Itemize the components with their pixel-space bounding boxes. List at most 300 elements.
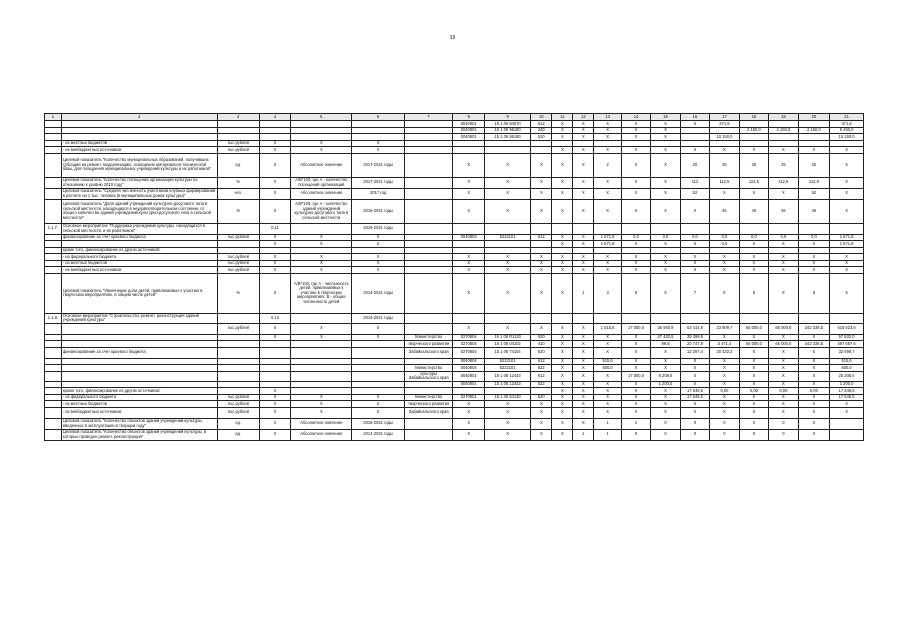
table-cell: X — [594, 254, 621, 261]
table-cell: X — [680, 407, 709, 418]
row-description-cell — [61, 371, 217, 381]
table-cell: 3 — [594, 273, 621, 313]
table-cell: X — [651, 394, 680, 401]
table-cell: X — [573, 347, 594, 358]
table-cell: 25 — [769, 153, 798, 177]
table-cell: 0270804 — [453, 341, 485, 348]
table-cell — [798, 223, 830, 234]
table-cell: Забайкальского края — [404, 407, 452, 418]
table-cell: чел. — [217, 188, 259, 199]
table-cell: X — [484, 254, 530, 261]
table-cell: X — [594, 347, 621, 358]
table-row — [45, 177, 864, 188]
table-cell: 1 200,0 — [830, 381, 864, 388]
table-cell: X — [680, 358, 709, 365]
table-cell: 0 — [739, 429, 768, 440]
table-cell: X — [552, 418, 573, 429]
table-cell: X — [651, 199, 680, 223]
table-cell: X — [621, 407, 650, 418]
table-cell: X — [739, 347, 768, 358]
table-row — [45, 188, 864, 199]
table-cell: А/В*100, где А - количество посещений организаций — [291, 177, 352, 188]
table-cell: X — [594, 121, 621, 128]
table-cell: X — [739, 407, 768, 418]
table-cell: 0040804 — [453, 365, 485, 372]
table-cell: 342 338,5 — [798, 323, 830, 334]
table-cell: 15 1 08 04102 — [484, 341, 530, 348]
table-cell: 0,0 — [769, 234, 798, 241]
table-cell: 0,0 — [710, 234, 739, 241]
table-cell: X — [651, 365, 680, 372]
table-cell — [621, 223, 650, 234]
table-cell: X — [621, 134, 650, 141]
table-cell: X — [352, 241, 405, 248]
table-cell — [739, 313, 768, 323]
table-cell: X — [453, 323, 485, 334]
table-cell — [291, 313, 352, 323]
table-row — [45, 371, 864, 381]
table-cell: X — [710, 381, 739, 388]
table-cell: 0,0 — [651, 234, 680, 241]
table-cell: X — [621, 127, 650, 134]
row-description-cell: кроме того, финансирование из других источников: — [61, 388, 217, 395]
table-cell: 0,12 — [259, 313, 291, 323]
table-cell — [710, 313, 739, 323]
header-cell: 3 — [217, 114, 259, 121]
table-cell: X — [680, 260, 709, 267]
header-cell: 17 — [710, 114, 739, 121]
table-cell: X — [352, 401, 405, 408]
table-cell: X — [573, 358, 594, 365]
table-cell: X — [531, 188, 552, 199]
table-cell — [404, 418, 452, 429]
table-cell: X — [830, 153, 864, 177]
table-cell: 112,5 — [710, 177, 739, 188]
table-cell — [453, 313, 485, 323]
table-cell — [594, 313, 621, 323]
table-cell: 15 1 08 12443 — [484, 381, 530, 388]
table-cell: 5222101 — [484, 365, 530, 372]
table-cell: X — [710, 267, 739, 274]
table-cell: X — [769, 381, 798, 388]
table-cell: 9 — [798, 273, 830, 313]
header-cell: 5 — [291, 114, 352, 121]
table-cell: 112,5 — [798, 177, 830, 188]
table-cell: X — [453, 429, 485, 440]
header-cell: 10 — [531, 114, 552, 121]
table-cell: 0,00 — [739, 388, 768, 395]
table-cell: 1 671,8 — [830, 234, 864, 241]
table-cell: 25 208,6 — [830, 371, 864, 381]
table-cell: X — [621, 381, 650, 388]
table-cell — [484, 313, 530, 323]
table-cell: 2018-2021 годы — [352, 223, 405, 234]
table-cell: 0,00 — [798, 388, 830, 395]
table-cell: X — [259, 388, 291, 395]
table-cell: 520 — [531, 394, 552, 401]
table-cell — [45, 153, 62, 177]
table-cell: 17 646,5 — [830, 394, 864, 401]
table-cell: 25 — [710, 153, 739, 177]
row-description-cell: финансирование за счет краевого бюджета — [61, 234, 217, 241]
table-cell: X — [259, 418, 291, 429]
table-cell: 15 1 06 95190 — [484, 127, 530, 134]
table-cell: 615 623,5 — [830, 323, 864, 334]
table-cell: X — [739, 334, 768, 341]
table-cell: X — [552, 323, 573, 334]
table-cell — [830, 429, 864, 440]
table-cell — [573, 223, 594, 234]
table-cell: X — [291, 260, 352, 267]
table-cell: X — [552, 358, 573, 365]
table-cell: X — [552, 234, 573, 241]
header-cell: 18 — [739, 114, 768, 121]
header-cell: 7 — [404, 114, 452, 121]
table-cell: X — [830, 407, 864, 418]
table-cell: X — [710, 334, 739, 341]
table-cell: X — [739, 267, 768, 274]
table-cell: X — [594, 260, 621, 267]
table-cell: X — [621, 241, 650, 248]
table-cell: X — [830, 177, 864, 188]
table-cell: X — [830, 267, 864, 274]
table-cell — [769, 313, 798, 323]
table-cell: X — [291, 147, 352, 154]
table-cell: 12 267,4 — [680, 347, 709, 358]
table-cell: 0,0 — [680, 234, 709, 241]
table-cell: Министерство — [404, 365, 452, 372]
table-cell: X — [453, 254, 485, 261]
table-cell — [45, 407, 62, 418]
table-cell: X — [484, 323, 530, 334]
table-cell: X — [291, 323, 352, 334]
table-cell: тыс.рублей — [217, 267, 259, 274]
table-cell: X — [531, 267, 552, 274]
table-cell: X — [552, 188, 573, 199]
table-cell: X — [259, 177, 291, 188]
table-cell: X — [594, 381, 621, 388]
table-cell: X — [621, 254, 650, 261]
table-cell: X — [798, 371, 830, 381]
table-cell: 0040801 — [453, 127, 485, 134]
table-cell: X — [552, 347, 573, 358]
table-cell: X — [573, 334, 594, 341]
table-cell: 1 671,8 — [830, 241, 864, 248]
table-cell: X — [573, 134, 594, 141]
table-cell: X — [621, 260, 650, 267]
table-cell: X — [651, 127, 680, 134]
table-cell: X — [573, 241, 594, 248]
table-cell: X — [621, 347, 650, 358]
table-cell: X — [594, 127, 621, 134]
table-cell — [552, 313, 573, 323]
table-cell: 32 699,7 — [830, 347, 864, 358]
table-cell: X — [769, 267, 798, 274]
table-cell: 57 832,0 — [830, 334, 864, 341]
table-cell: 500,0 — [830, 365, 864, 372]
table-cell: 8 — [769, 273, 798, 313]
table-cell: X — [680, 267, 709, 274]
table-cell: тыс.рублей — [217, 254, 259, 261]
table-cell: 0040801 — [453, 371, 485, 381]
table-cell — [710, 223, 739, 234]
table-cell: 342 338,5 — [798, 341, 830, 348]
table-cell: 46 — [710, 199, 739, 223]
table-cell: 6 450,0 — [830, 127, 864, 134]
table-cell: Абсолютное значение — [291, 153, 352, 177]
header-cell: 9 — [484, 114, 530, 121]
table-cell: X — [680, 371, 709, 381]
table-cell: X — [710, 371, 739, 381]
table-cell: X — [769, 365, 798, 372]
row-description-cell: - из федерального бюджета — [61, 254, 217, 261]
table-cell: 15 1 08 54130 — [484, 394, 530, 401]
table-cell: X — [531, 418, 552, 429]
table-cell: X — [830, 401, 864, 408]
table-cell — [573, 313, 594, 323]
table-cell: X — [769, 241, 798, 248]
table-cell: 0270801 — [453, 394, 485, 401]
table-cell: X — [573, 199, 594, 223]
table-cell: X — [352, 147, 405, 154]
table-cell: X — [651, 177, 680, 188]
table-cell: X — [798, 429, 830, 440]
table-cell: X — [651, 260, 680, 267]
table-cell: 1 — [594, 418, 621, 429]
table-cell — [531, 223, 552, 234]
header-cell: 6 — [352, 114, 405, 121]
table-cell: X — [594, 199, 621, 223]
table-row — [45, 273, 864, 313]
table-cell: X — [552, 394, 573, 401]
table-cell: X — [453, 188, 485, 199]
table-cell: X — [573, 381, 594, 388]
table-cell — [404, 223, 452, 234]
table-cell: 25 — [798, 153, 830, 177]
header-row — [45, 114, 864, 121]
table-cell: 46 — [769, 199, 798, 223]
table-cell: 27 432,5 — [651, 334, 680, 341]
table-cell: 25 — [739, 153, 768, 177]
table-cell: X — [594, 134, 621, 141]
table-cell: X — [594, 388, 621, 395]
table-cell — [45, 177, 62, 188]
table-cell — [404, 429, 452, 440]
table-cell: X — [531, 401, 552, 408]
table-cell: 1 671,8 — [594, 234, 621, 241]
table-cell: X — [573, 127, 594, 134]
table-cell: X — [594, 341, 621, 348]
table-cell: X — [573, 388, 594, 395]
table-cell: 63 414,8 — [680, 323, 709, 334]
table-cell: X — [352, 334, 405, 341]
header-cell: 13 — [594, 114, 621, 121]
table-cell: тыс.рублей — [217, 147, 259, 154]
table-cell: X — [621, 177, 650, 188]
table-cell: X — [830, 254, 864, 261]
table-cell: X — [621, 153, 650, 177]
table-cell: Абсолютное значение — [291, 418, 352, 429]
table-cell: 612 — [531, 234, 552, 241]
table-cell: X — [594, 394, 621, 401]
table-row — [45, 418, 864, 429]
table-cell: 2016-2021 годы — [352, 418, 405, 429]
row-description-cell: финансирование за счет краевого бюджета — [61, 347, 217, 358]
table-cell: X — [769, 260, 798, 267]
table-cell: X — [798, 347, 830, 358]
budget-table-sheet — [44, 113, 864, 633]
table-cell: тыс.рублей — [217, 394, 259, 401]
table-cell — [45, 429, 62, 440]
table-cell: X — [259, 199, 291, 223]
row-description-cell: - из внебюджетных источников — [61, 147, 217, 154]
table-cell: X — [552, 407, 573, 418]
table-cell: X — [739, 381, 768, 388]
table-cell: X — [621, 388, 650, 395]
table-cell: X — [651, 358, 680, 365]
table-cell: X — [552, 177, 573, 188]
table-cell: X — [798, 418, 830, 429]
row-description-cell: - из федерального бюджета — [61, 394, 217, 401]
table-cell: X — [552, 371, 573, 381]
table-cell: Министерство — [404, 394, 452, 401]
table-cell — [680, 313, 709, 323]
table-cell: 66 000,0 — [769, 341, 798, 348]
table-cell: X — [291, 234, 352, 241]
table-cell: 622 — [531, 365, 552, 372]
table-cell — [404, 199, 452, 223]
table-cell: 0 — [651, 429, 680, 440]
table-cell: X — [680, 381, 709, 388]
table-cell: X — [798, 394, 830, 401]
table-cell: X — [531, 429, 552, 440]
table-cell: 0,00 — [710, 388, 739, 395]
table-cell: X — [259, 273, 291, 313]
table-cell: X — [573, 394, 594, 401]
table-cell: X — [259, 254, 291, 261]
table-cell: X — [552, 334, 573, 341]
table-cell: X — [531, 260, 552, 267]
table-cell: 2014-2021 годы — [352, 429, 405, 440]
table-cell: X — [594, 188, 621, 199]
table-cell: 1 015,6 — [594, 323, 621, 334]
budget-table — [44, 113, 864, 441]
table-cell: X — [798, 401, 830, 408]
table-cell: X — [739, 254, 768, 261]
table-cell: X — [352, 407, 405, 418]
table-cell: X — [594, 267, 621, 274]
table-cell: X — [259, 267, 291, 274]
table-cell: 497 657,6 — [830, 341, 864, 348]
table-cell: X — [651, 407, 680, 418]
table-cell: 8 — [710, 273, 739, 313]
table-cell: X — [291, 334, 352, 341]
table-cell: X — [621, 188, 650, 199]
table-cell: X — [552, 429, 573, 440]
table-cell: X — [739, 371, 768, 381]
table-cell: X — [259, 234, 291, 241]
table-cell: X — [798, 267, 830, 274]
table-cell: X — [484, 418, 530, 429]
table-cell: X — [259, 407, 291, 418]
table-cell: X — [259, 323, 291, 334]
table-cell: 0 — [651, 418, 680, 429]
table-cell: 1 200,0 — [651, 381, 680, 388]
table-cell: 0 — [680, 418, 709, 429]
table-cell — [291, 347, 352, 358]
table-cell: 66 000,0 — [769, 323, 798, 334]
header-cell: 1 — [45, 114, 62, 121]
table-row — [45, 429, 864, 440]
row-description-cell — [61, 323, 217, 334]
table-cell: X — [621, 334, 650, 341]
table-cell: X — [680, 199, 709, 223]
table-cell: 520 — [531, 334, 552, 341]
table-cell: 500,0 — [594, 365, 621, 372]
table-cell: 65 000,0 — [739, 341, 768, 348]
table-cell — [531, 313, 552, 323]
table-cell: ед. — [217, 418, 259, 429]
header-cell: 14 — [621, 114, 650, 121]
table-cell: X — [710, 358, 739, 365]
table-cell: 5222101 — [484, 358, 530, 365]
table-cell — [769, 223, 798, 234]
header-cell: 15 — [651, 114, 680, 121]
table-cell: X — [680, 241, 709, 248]
table-cell: X — [594, 334, 621, 341]
table-cell: 15 1 08 R1120 — [484, 334, 530, 341]
table-cell: X — [710, 147, 739, 154]
table-cell: X — [651, 147, 680, 154]
table-cell: X — [621, 267, 650, 274]
table-cell: 15 1 08 12443 — [484, 371, 530, 381]
row-description-cell: Целевой показатель "Средняя численность участников клубных формирований в расчете на 1 тыс. человек (в муниципальных домах культуры)" — [62, 188, 216, 198]
table-cell: X — [552, 127, 573, 134]
table-cell: X — [552, 254, 573, 261]
table-cell: 0270804 — [453, 347, 485, 358]
table-cell — [217, 347, 259, 358]
table-cell: X — [291, 254, 352, 261]
table-cell: X — [798, 334, 830, 341]
header-cell: 8 — [453, 114, 485, 121]
table-cell: X — [259, 241, 291, 248]
table-cell: 112,5 — [769, 177, 798, 188]
table-cell: 240 — [531, 127, 552, 134]
table-cell: X — [680, 401, 709, 408]
table-cell: X — [830, 147, 864, 154]
table-cell: X — [651, 401, 680, 408]
header-cell: 12 — [573, 114, 594, 121]
table-cell: 371,8 — [830, 121, 864, 128]
table-cell: X — [710, 407, 739, 418]
table-cell: X — [798, 407, 830, 418]
table-cell: X — [710, 365, 739, 372]
table-cell: 20 747,9 — [680, 341, 709, 348]
table-row — [45, 153, 864, 177]
table-cell: X — [291, 267, 352, 274]
table-cell: X — [594, 147, 621, 154]
table-cell: X — [573, 371, 594, 381]
table-cell: ед. — [217, 153, 259, 177]
header-cell: 2 — [61, 114, 217, 121]
table-cell: X — [531, 177, 552, 188]
table-cell: X — [573, 418, 594, 429]
table-cell: X — [352, 140, 405, 147]
table-cell — [404, 273, 452, 313]
header-cell: 16 — [680, 114, 709, 121]
table-cell: X — [531, 254, 552, 261]
table-cell: X — [259, 401, 291, 408]
